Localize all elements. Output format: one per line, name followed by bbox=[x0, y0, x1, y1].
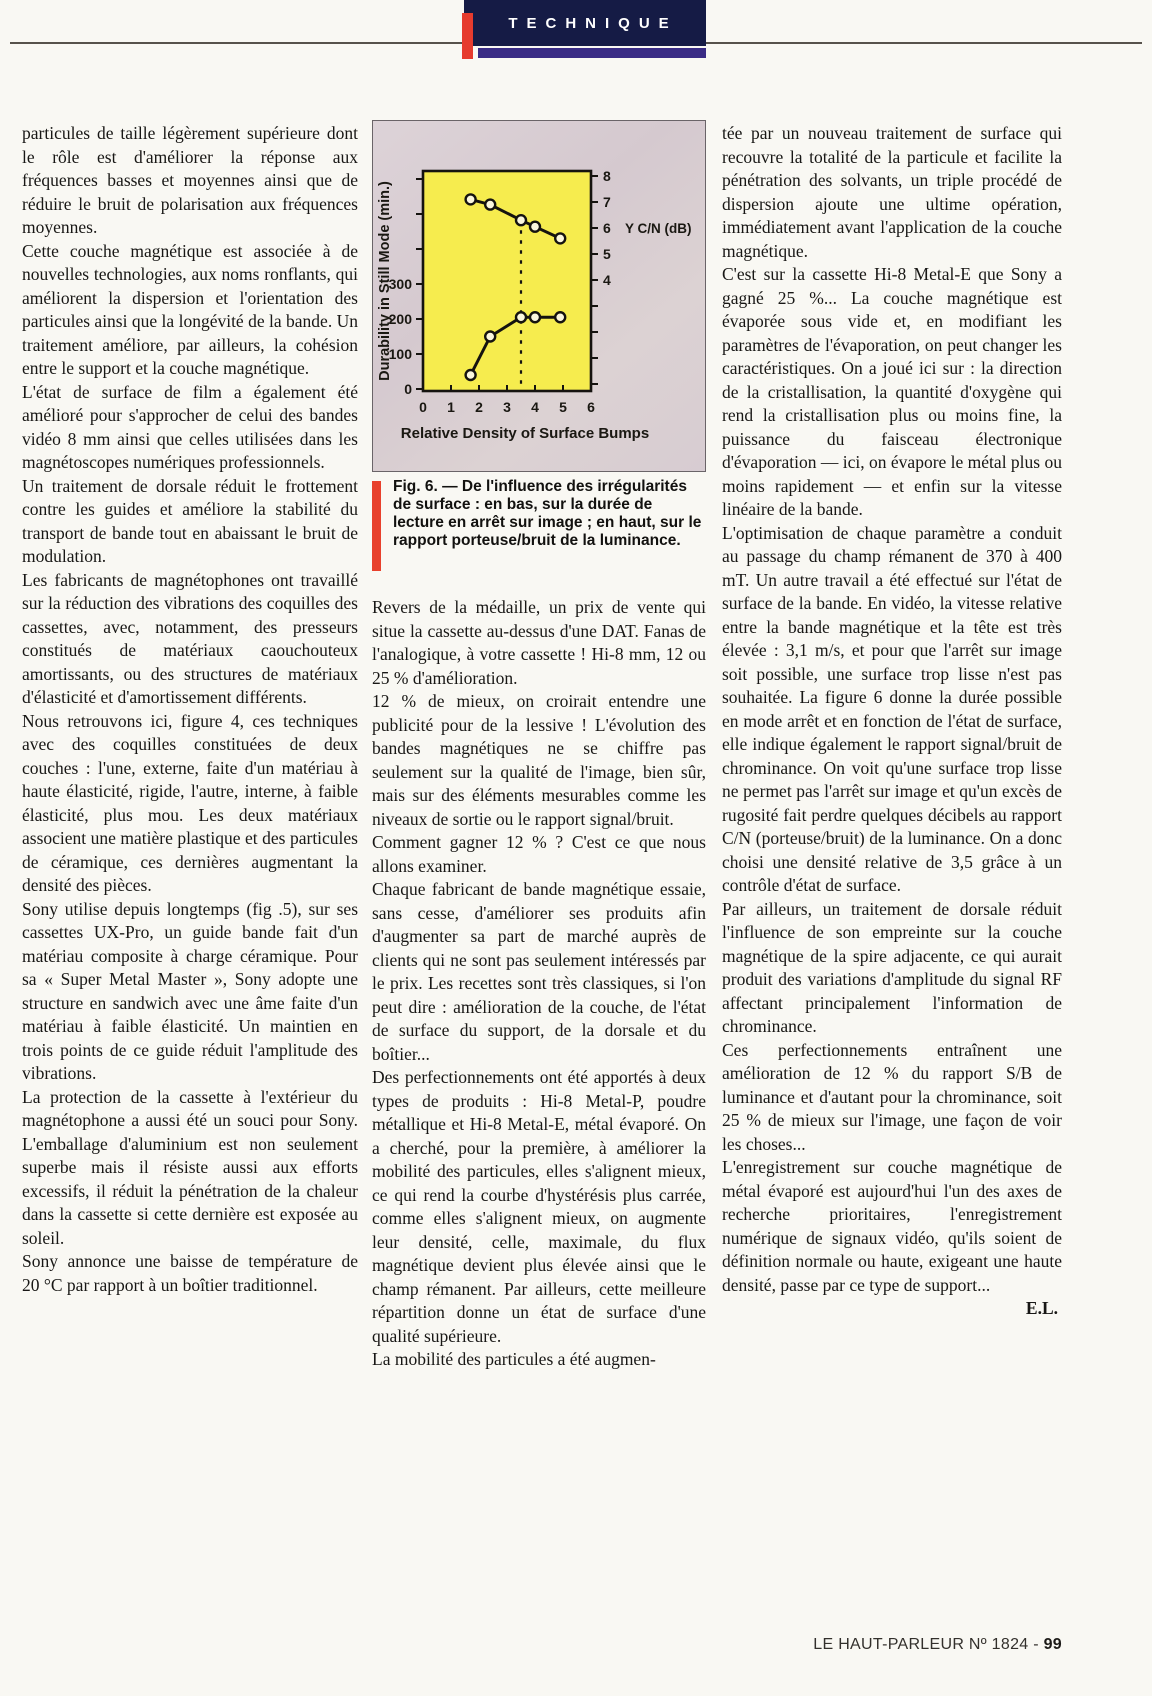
dual-axis-line-chart bbox=[373, 121, 705, 471]
right-tick-label: 4 bbox=[603, 272, 611, 288]
paragraph: Les fabricants de magnétophones ont travaillé sur la réduction des vibrations des coquilles des cassettes, avec, notamment, des presseurs constitués de matériaux caouchouteux amortissants, ou des structures de matériaux d'élasticité et d'amortissement différents. bbox=[22, 569, 358, 707]
paragraph: Des perfectionnements ont été apportés à deux types de produits : Hi-8 Metal-P, poudre métallique et Hi-8 Metal-E, métal évaporé. On a cherché, pour la première, à améliorer la mobilité des particules, elles s'alignent mieux, ce qui rend la courbe d'hystérésis plus carrée, comme elles s'alignent mieux, on augmente leur densité, celle, maximale, du flux magnétique devient plus élevée ainsi que le champ rémanent. Par ailleurs, cette meilleure répartition donne un état de surface d'une qualité supérieure. bbox=[372, 1067, 706, 1346]
column-left bbox=[22, 122, 358, 1297]
paragraph: Nous retrouvons ici, figure 4, ces techniques avec des coquilles constituées de deux couches : l'une, externe, faite d'un matériau à haute élasticité, rigide, l'autre, interne, à faible élasticité, plus mou. Les deux matériaux associent une matière plastique et des particules de céramique, ces dernières augmentant la densité des pièces. bbox=[22, 710, 358, 895]
marker-durability-still-mode bbox=[466, 370, 476, 380]
paragraph: tée par un nouveau traitement de surface qui recouvre la totalité de la particule et facilite la pénétration des solvants, un triple procédé de dispersion ajoute une ultime opération, immédiatement avant l'application de la couche magnétique. bbox=[722, 123, 1062, 261]
paragraph: L'état de surface de film a également été amélioré pour s'approcher de celui des bandes vidéo 8 mm ainsi que celles utilisées dans les magnétoscopes numériques professionnels. bbox=[22, 381, 358, 472]
paragraph: C'est sur la cassette Hi-8 Metal-E que Sony a gagné 25 %... La couche magnétique est évaporée sous vide et, en modifiant les paramètres de l'évaporation, on peut changer les caractéristiques. On a joué ici sur : la direction de la cristallisation, la quantité d'oxygène qui rend la cristallisation plus ou moins fine, la puissance du faisceau électronique d'évaporation — ici, on évapore le métal plus ou moins rapidement — et enfin sur la vitesse linéaire de la bande. bbox=[722, 264, 1062, 519]
header-underline-bar bbox=[478, 48, 706, 58]
right-axis-title: Y C/N (dB) bbox=[625, 221, 692, 236]
column-right bbox=[722, 122, 1062, 1321]
left-tick-label: 100 bbox=[388, 346, 412, 362]
author-initials: E.L. bbox=[1025, 1298, 1058, 1318]
section-header bbox=[464, 0, 706, 46]
x-tick-label: 1 bbox=[447, 399, 455, 415]
left-tick-label: 200 bbox=[388, 311, 412, 327]
figure-caption-text: Fig. 6. — De l'influence des irrégularités de surface : en bas, sur la durée de lecture en arrêt sur image ; en haut, sur le rapport porteuse/bruit de la luminance. bbox=[393, 478, 702, 549]
right-tick-label: 7 bbox=[603, 194, 611, 210]
paragraph: particules de taille légèrement supérieure dont le rôle est d'améliorer la réponse aux fréquences basses et moyennes ainsi que de réduire le bruit de polarisation aux fréquences moyennes. bbox=[22, 123, 358, 237]
marker-durability-still-mode bbox=[555, 312, 565, 322]
paragraph: Revers de la médaille, un prix de vente qui situe la cassette au-dessus d'une DAT. Fanas de l'analogique, à votre cassette ! Hi-8 mm, 12 ou 25 % d'amélioration. bbox=[372, 597, 706, 688]
right-tick-label: 6 bbox=[603, 220, 611, 236]
left-axis-title: Durability in Still Mode (min.) bbox=[377, 181, 393, 381]
marker-durability-still-mode bbox=[530, 312, 540, 322]
marker-durability-still-mode bbox=[516, 312, 526, 322]
marker-durability-still-mode bbox=[485, 332, 495, 342]
x-axis-title: Relative Density of Surface Bumps bbox=[400, 425, 650, 442]
paragraph: L'optimisation de chaque paramètre a conduit au passage du champ rémanent de 370 à 400 mT. Un autre travail a été effectué sur l'état de surface de la bande. En vidéo, la vitesse relative entre la bande magnétique et la tête est très élevée : 3,1 m/s, et pour que l'arrêt sur image soit possible, une surface trop lisse n'est pas souhaitée. La figure 6 donne la durée possible en mode arrêt et en fonction de l'état de surface, elle indique également le rapport signal/bruit de chrominance. On voit qu'une surface trop lisse ne permet pas l'arrêt sur image et qu'un excès de rugosité fait perdre quelques décibels au rapport C/N (porteuse/bruit) de la luminance. On a donc choisi une densité relative de 3,5 grâce à un contrôle d'état de surface. bbox=[722, 522, 1062, 895]
x-tick-label: 3 bbox=[503, 399, 511, 415]
x-tick-label: 2 bbox=[475, 399, 483, 415]
paragraph: Par ailleurs, un traitement de dorsale réduit l'influence de son empreinte sur la couche magnétique de la spire adjacente, ce qui aurait produit des variations d'amplitude du signal RF affectant principalement l'information de chrominance. bbox=[722, 898, 1062, 1036]
marker-y-cn-ratio bbox=[530, 222, 540, 232]
marker-y-cn-ratio bbox=[466, 194, 476, 204]
paragraph: La protection de la cassette à l'extérieur du magnétophone a aussi été un souci pour Sony. L'emballage d'aluminium est non seulement superbe mais il résiste aussi aux efforts excessifs, il réduit la pénétration de la chaleur dans la cassette si cette dernière est exposée au soleil. bbox=[22, 1086, 358, 1248]
paragraph: L'enregistrement sur couche magnétique de métal évaporé est aujourd'hui l'un des axes de recherche prioritaires, l'enregistrement numérique de signaux vidéo, qu'ils soient de définition normale ou haute, exigeant une haute densité, passe par ce type de support... bbox=[722, 1157, 1062, 1295]
paragraph: Cette couche magnétique est associée à de nouvelles technologies, aux noms ronflants, qui améliorent la dispersion et l'orientation des particules ainsi que la longévité de la bande. Un traitement améliore, par ailleurs, la cohésion entre le support et la couche magnétique. bbox=[22, 240, 358, 378]
x-tick-label: 6 bbox=[587, 399, 595, 415]
column-middle bbox=[372, 596, 706, 1372]
marker-y-cn-ratio bbox=[555, 233, 565, 243]
right-tick-label: 8 bbox=[603, 168, 611, 184]
paragraph: Sony utilise depuis longtemps (fig .5), sur ses cassettes UX-Pro, un guide bande fait d'un matériau composite à charge céramique. Pour sa « Super Metal Master », Sony adopte une structure en sandwich avec une âme faite d'un matériau à faible élasticité. Un maintien en trois points de ce guide réduit l'amplitude des vibrations. bbox=[22, 898, 358, 1083]
figure-6-chart-box bbox=[372, 120, 706, 472]
journal-issue: LE HAUT-PARLEUR Nº 1824 - bbox=[813, 1636, 1044, 1653]
paragraph: Comment gagner 12 % ? C'est ce que nous allons examiner. bbox=[372, 832, 706, 876]
page-footer bbox=[813, 1636, 1062, 1654]
caption-red-bar bbox=[372, 481, 381, 571]
paragraph: La mobilité des particules a été augmen- bbox=[372, 1349, 656, 1369]
paragraph: Chaque fabricant de bande magnétique essaie, sans cesse, d'améliorer ses produits afin d'augmenter sa part de marché auprès de clients qui ne sont pas seulement intéressés par le prix. Les recettes sont très classiques, si l'on peut dire : amélioration de la couche, de l'état de surface du support, de la dorsale et du boîtier... bbox=[372, 879, 706, 1064]
page-number: 99 bbox=[1043, 1636, 1062, 1653]
section-title: TECHNIQUE bbox=[508, 14, 678, 32]
figure-caption bbox=[372, 478, 706, 550]
x-tick-label: 0 bbox=[419, 399, 427, 415]
paragraph: Sony annonce une baisse de température de 20 °C par rapport à un boîtier traditionnel. bbox=[22, 1251, 358, 1295]
x-tick-label: 4 bbox=[531, 399, 539, 415]
paragraph: 12 % de mieux, on croirait entendre une publicité pour de la lessive ! L'évolution des bandes magnétiques ne se chiffre pas seulement sur la qualité de l'image, bien sûr, mais sur des éléments mesurables comme les niveaux de sortie ou le rapport signal/bruit. bbox=[372, 691, 706, 829]
paragraph: Ces perfectionnements entraînent une amélioration de 12 % du rapport S/B de luminance et d'autant pour la chrominance, soit 25 % de mieux sur l'image, une façon de voir les choses... bbox=[722, 1039, 1062, 1154]
plot-area bbox=[423, 171, 591, 391]
x-tick-label: 5 bbox=[559, 399, 567, 415]
right-tick-label: 5 bbox=[603, 246, 611, 262]
left-tick-label: 0 bbox=[404, 381, 412, 397]
paragraph: Un traitement de dorsale réduit le frottement contre les guides et améliore la stabilité du transport de bande tout en abaissant le bruit de modulation. bbox=[22, 475, 358, 566]
marker-y-cn-ratio bbox=[516, 215, 526, 225]
marker-y-cn-ratio bbox=[485, 200, 495, 210]
header-red-bar bbox=[462, 13, 473, 59]
left-tick-label: 300 bbox=[388, 276, 412, 292]
